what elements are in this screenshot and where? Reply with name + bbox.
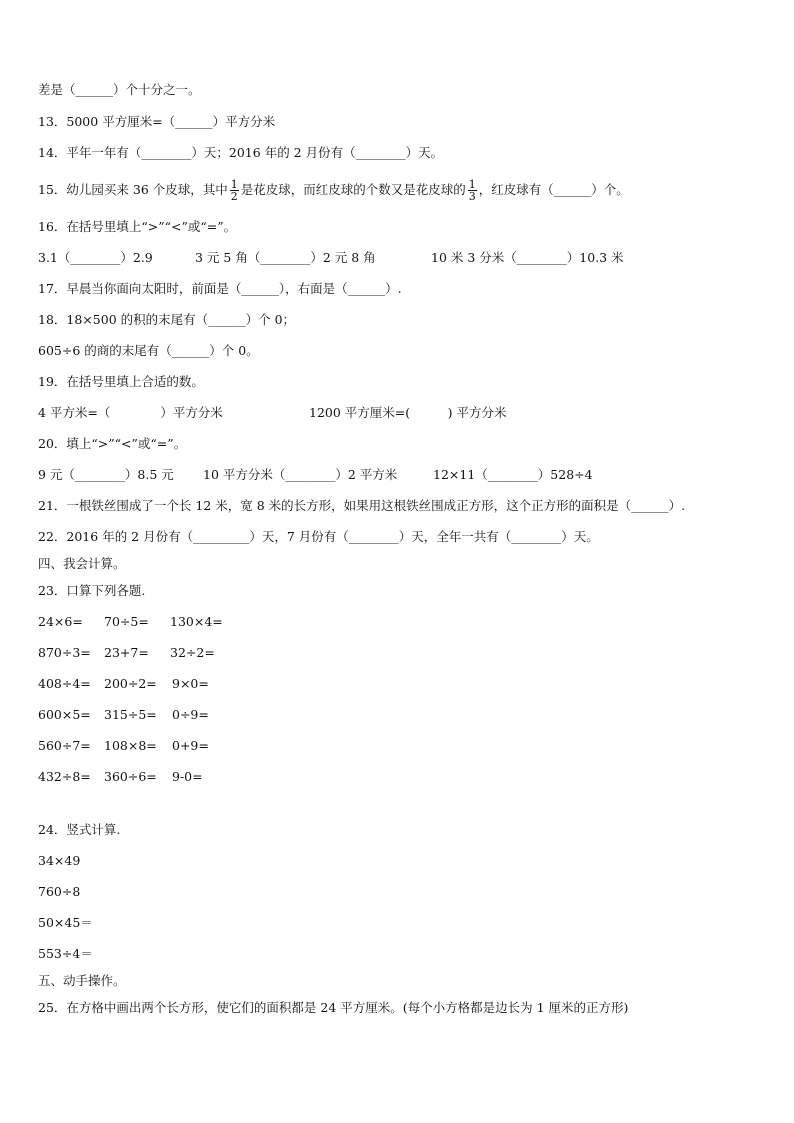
calc-row [38, 769, 203, 785]
compare-item: 10 平方分米（________）2 平方米 [203, 467, 398, 482]
question-19-items [38, 405, 507, 421]
calc-row [38, 738, 209, 754]
calc-row [38, 614, 223, 630]
question-22: 22．2016 年的 2 月份有（_________）天，7 月份有（________）天，全年一共有（________）天。 [38, 529, 599, 544]
question-16-items [38, 250, 624, 266]
conversion-item: 1200 平方厘米=( ) 平方分米 [309, 405, 507, 420]
calc-item: 200÷2= [104, 676, 157, 691]
calc-item: 24×6= [38, 614, 83, 629]
question-16: 16．在括号里填上“>”“<”或“=”。 [38, 219, 237, 234]
question-25: 25．在方格中画出两个长方形，使它们的面积都是 24 平方厘米。(每个小方格都是边长为 1 厘米的正方形) [38, 1000, 629, 1015]
calc-item: 408÷4= [38, 676, 91, 691]
calc-item: 32÷2= [170, 645, 215, 660]
question-15-part2: 是花皮球，而红皮球的个数又是花皮球的 [240, 182, 466, 197]
fraction-one-third: $\frac{1}{3}$ [468, 178, 476, 203]
fraction-one-half: $\frac{1}{2}$ [230, 178, 238, 203]
calc-item: 108×8= [104, 738, 157, 753]
calc-item: 0+9= [172, 738, 209, 753]
compare-item: 10 米 3 分米（________）10.3 米 [431, 250, 624, 265]
question-14: 14．平年一年有（________）天；2016 年的 2 月份有（________）天。 [38, 145, 444, 160]
calc-item: 0÷9= [172, 707, 209, 722]
question-20: 20．填上“>”“<”或“=”。 [38, 436, 187, 451]
calc-item: 560÷7= [38, 738, 91, 753]
calc-item: 432÷8= [38, 769, 91, 784]
vertical-calc-item: 34×49 [38, 853, 81, 868]
question-24: 24．竖式计算. [38, 822, 121, 837]
calc-row [38, 707, 209, 723]
calc-item: 315÷5= [104, 707, 157, 722]
compare-item: 9 元（________）8.5 元 [38, 467, 174, 482]
question-18-b: 605÷6 的商的末尾有（______）个 0。 [38, 343, 259, 358]
calc-row [38, 645, 215, 661]
section-five-heading: 五、动手操作。 [38, 973, 126, 988]
calc-item: 23+7= [104, 645, 149, 660]
question-21: 21．一根铁丝围成了一个长 12 米，宽 8 米的长方形，如果用这根铁丝围成正方形，这个正方形的面积是（______）. [38, 498, 686, 513]
conversion-item: 4 平方米=（ ）平方分米 [38, 405, 223, 420]
question-17: 17．早晨当你面向太阳时，前面是（______），右面是（______）. [38, 281, 402, 296]
question-23: 23．口算下列各题. [38, 583, 146, 598]
calc-row [38, 676, 209, 692]
vertical-calc-item: 50×45＝ [38, 915, 93, 930]
calc-item: 870÷3= [38, 645, 91, 660]
section-four-heading: 四、我会计算。 [38, 556, 126, 571]
calc-item: 360÷6= [104, 769, 157, 784]
compare-item: 12×11（________）528÷4 [433, 467, 593, 482]
question-20-items [38, 467, 593, 483]
vertical-calc-item: 553÷4＝ [38, 946, 93, 961]
question-15-part1: 15．幼儿园买来 36 个皮球，其中 [38, 182, 228, 197]
calc-item: 70÷5= [104, 614, 149, 629]
vertical-calc-item: 760÷8 [38, 884, 81, 899]
compare-item: 3 元 5 角（________）2 元 8 角 [195, 250, 376, 265]
calc-item: 600×5= [38, 707, 91, 722]
question-15 [38, 175, 629, 205]
question-13: 13．5000 平方厘米=（______）平方分米 [38, 114, 276, 129]
calc-item: 9-0= [172, 769, 203, 784]
compare-item: 3.1（________）2.9 [38, 250, 153, 265]
calc-item: 9×0= [172, 676, 209, 691]
calc-item: 130×4= [170, 614, 223, 629]
fill-blank-line-top: 差是（______）个十分之一。 [38, 82, 201, 97]
question-18: 18．18×500 的积的末尾有（______）个 0； [38, 312, 296, 327]
question-15-part3: ，红皮球有（______）个。 [478, 182, 629, 197]
question-19: 19．在括号里填上合适的数。 [38, 374, 204, 389]
